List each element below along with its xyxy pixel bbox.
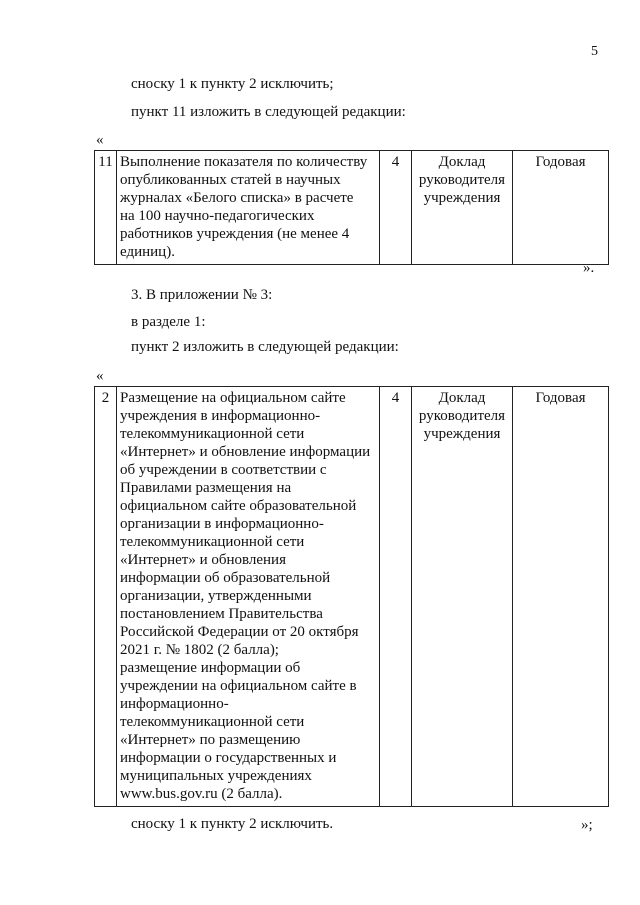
table1-description-line: работников учреждения (не менее 4 xyxy=(120,226,350,242)
table2-description-line: Размещение на официальном сайте xyxy=(120,390,346,406)
table2-report xyxy=(412,387,512,446)
paragraph-footnote-remove: сноску 1 к пункту 2 исключить; xyxy=(131,76,334,92)
table2-description-line: организации в информационно- xyxy=(120,516,324,532)
table1-points: 4 xyxy=(391,154,400,170)
quote-open-2: « xyxy=(96,368,104,384)
table2-description-line: Российской Федерации от 20 октября xyxy=(120,624,359,640)
table1-report-cell xyxy=(412,151,513,265)
table2-description xyxy=(117,387,379,806)
table1-period: Годовая xyxy=(535,154,586,170)
table2-description-line: «Интернет» по размещению xyxy=(120,732,301,748)
table1-description-line: журналах «Белого списка» в расчете xyxy=(120,190,354,206)
table2-report-cell xyxy=(412,387,513,807)
table2-description-line: об учреждении в соответствии с xyxy=(120,462,327,478)
table2-description-line: муниципальных учреждениях xyxy=(120,768,312,784)
table1-report-line: Доклад xyxy=(438,154,486,170)
table1-report-line: учреждения xyxy=(423,190,501,206)
table2-period-cell xyxy=(513,387,609,807)
table2-description-line: 2021 г. № 1802 (2 балла); xyxy=(120,642,279,658)
paragraph-appendix-3: 3. В приложении № 3: xyxy=(131,287,273,303)
table2-report-line: учреждения xyxy=(423,426,501,442)
table2-description-line: организации, утвержденными xyxy=(120,588,312,604)
table2-description-line: информации об образовательной xyxy=(120,570,331,586)
table1-description-line: единиц). xyxy=(120,244,175,260)
table2-num-cell xyxy=(95,387,117,807)
table-item-2 xyxy=(94,386,609,807)
table2-text-cell xyxy=(117,387,380,807)
table2-num: 2 xyxy=(101,390,110,406)
table2-points-cell xyxy=(380,387,412,807)
table2-description-line: Правилами размещения на xyxy=(120,480,292,496)
quote-close-2: »; xyxy=(581,817,593,833)
table1-num-cell xyxy=(95,151,117,265)
table2-description-line: официальном сайте образовательной xyxy=(120,498,357,514)
table1-description-line: опубликованных статей в научных xyxy=(120,172,341,188)
quote-open-1: « xyxy=(96,132,104,148)
paragraph-item2-intro: пункт 2 изложить в следующей редакции: xyxy=(131,339,399,355)
table2-description-line: учреждения в информационно- xyxy=(120,408,321,424)
table2-description-line: www.bus.gov.ru (2 балла). xyxy=(120,786,283,802)
table2-description-line: информации о государственных и xyxy=(120,750,337,766)
table2-description-line: учреждении на официальном сайте в xyxy=(120,678,357,694)
table1-num: 11 xyxy=(98,154,113,170)
table2-description-line: «Интернет» и обновления xyxy=(120,552,286,568)
table-item-11 xyxy=(94,150,609,265)
table1-description-line: Выполнение показателя по количеству xyxy=(120,154,368,170)
table2-report-line: Доклад xyxy=(438,390,486,406)
table2-description-line: телекоммуникационной сети xyxy=(120,534,305,550)
table1-description-line: на 100 научно-педагогических xyxy=(120,208,315,224)
table1-report-line: руководителя xyxy=(418,172,506,188)
table2-report-line: руководителя xyxy=(418,408,506,424)
table2-description-line: постановлением Правительства xyxy=(120,606,323,622)
table2-description-line: информационно- xyxy=(120,696,229,712)
table1-period-cell xyxy=(513,151,609,265)
paragraph-section-1: в разделе 1: xyxy=(131,314,206,330)
page-number: 5 xyxy=(591,44,598,59)
table2-period: Годовая xyxy=(535,390,586,406)
table2-points: 4 xyxy=(391,390,400,406)
paragraph-footnote-remove-2: сноску 1 к пункту 2 исключить. xyxy=(131,816,334,832)
table1-report xyxy=(412,151,512,210)
paragraph-item11-intro: пункт 11 изложить в следующей редакции: xyxy=(131,104,406,120)
table2-description-line: размещение информации об xyxy=(120,660,301,676)
table2-description-line: телекоммуникационной сети xyxy=(120,426,305,442)
table1-description xyxy=(117,151,379,264)
table2-description-line: «Интернет» и обновление информации xyxy=(120,444,371,460)
table2-description-line: телекоммуникационной сети xyxy=(120,714,305,730)
table1-points-cell xyxy=(380,151,412,265)
table1-text-cell xyxy=(117,151,380,265)
quote-close-1: ». xyxy=(583,260,595,276)
